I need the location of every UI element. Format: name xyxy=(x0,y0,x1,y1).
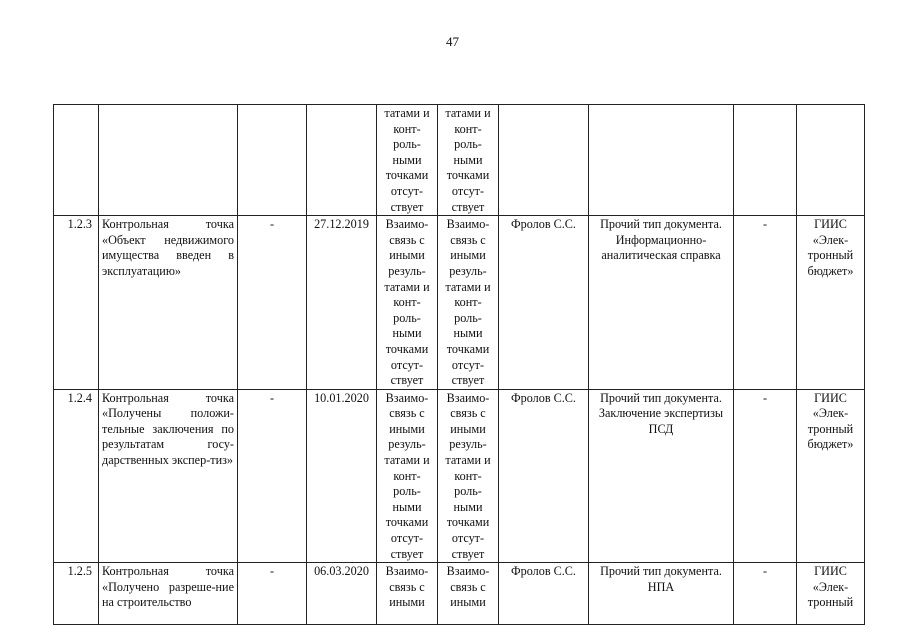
dash-cell: - xyxy=(734,389,797,563)
date-cell: 27.12.2019 xyxy=(307,216,377,390)
relation-cell: Взаимо- связь с иными резуль- татами и конт- роль- ными точками отсут- ствует xyxy=(438,389,499,563)
system-cell: ГИИС «Элек- тронный бюджет» xyxy=(797,216,865,390)
table-row xyxy=(54,389,865,563)
relation-cell: Взаимо- связь с иными резуль- татами и конт- роль- ными точками отсут- ствует xyxy=(377,389,438,563)
table-cell xyxy=(797,105,865,216)
control-points-table xyxy=(53,104,865,625)
dash-cell: - xyxy=(238,389,307,563)
document-cell: Прочий тип документа. НПА xyxy=(589,563,734,625)
relation-cell: Взаимо- связь с иными резуль- татами и конт- роль- ными точками отсут- ствует xyxy=(377,216,438,390)
table-row xyxy=(54,216,865,390)
table-cell xyxy=(238,105,307,216)
date-cell: 06.03.2020 xyxy=(307,563,377,625)
table-row xyxy=(54,563,865,625)
row-number: 1.2.4 xyxy=(54,389,99,563)
table-cell xyxy=(499,105,589,216)
dash-cell: - xyxy=(734,216,797,390)
document-cell: Прочий тип документа. Информационно- аналитическая справка xyxy=(589,216,734,390)
control-point-name: Контрольная точка «Получено разреше-ние на строительство xyxy=(99,563,238,625)
table-cell xyxy=(307,105,377,216)
relation-cell: Взаимо- связь с иными xyxy=(438,563,499,625)
relation-cell: Взаимо- связь с иными xyxy=(377,563,438,625)
responsible-cell: Фролов С.С. xyxy=(499,389,589,563)
table-cell xyxy=(734,105,797,216)
relation-cell: татами и конт- роль- ными точками отсут- ствует xyxy=(438,105,499,216)
table-cell xyxy=(54,105,99,216)
dash-cell: - xyxy=(238,563,307,625)
relation-cell: Взаимо- связь с иными резуль- татами и конт- роль- ными точками отсут- ствует xyxy=(438,216,499,390)
relation-cell: татами и конт- роль- ными точками отсут- ствует xyxy=(377,105,438,216)
responsible-cell: Фролов С.С. xyxy=(499,216,589,390)
dash-cell: - xyxy=(238,216,307,390)
row-number: 1.2.3 xyxy=(54,216,99,390)
system-cell: ГИИС «Элек- тронный бюджет» xyxy=(797,389,865,563)
responsible-cell: Фролов С.С. xyxy=(499,563,589,625)
control-point-name: Контрольная точка «Получены положи-тельные заключения по результатам госу-дарственных экспер-тиз» xyxy=(99,389,238,563)
table-cell xyxy=(99,105,238,216)
table-cell xyxy=(589,105,734,216)
page-number: 47 xyxy=(446,34,459,49)
dash-cell: - xyxy=(734,563,797,625)
table-row xyxy=(54,105,865,216)
control-point-name: Контрольная точка «Объект недвижимого имущества введен в эксплуатацию» xyxy=(99,216,238,390)
date-cell: 10.01.2020 xyxy=(307,389,377,563)
system-cell: ГИИС «Элек- тронный xyxy=(797,563,865,625)
document-cell: Прочий тип документа. Заключение экспертизы ПСД xyxy=(589,389,734,563)
row-number: 1.2.5 xyxy=(54,563,99,625)
